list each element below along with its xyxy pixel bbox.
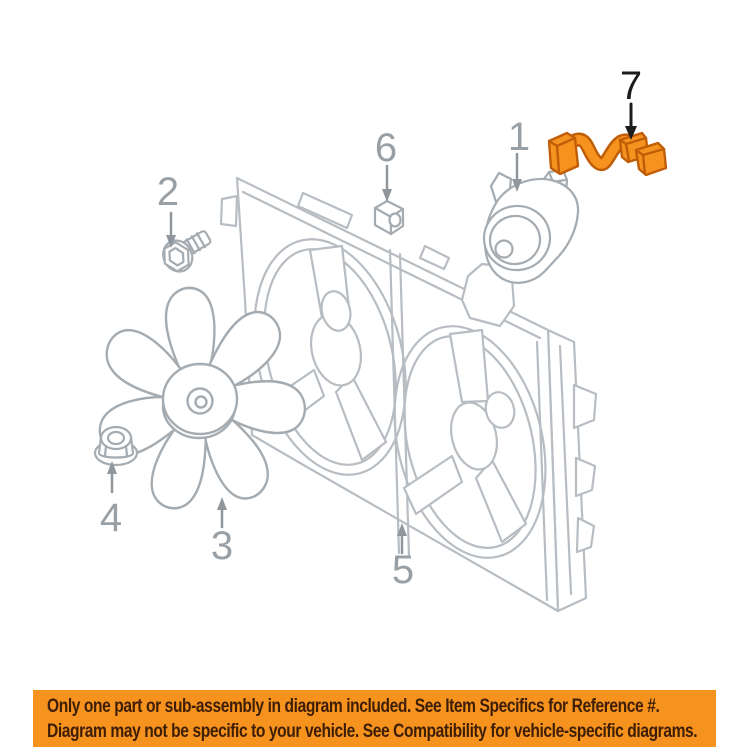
harness-drawing: [549, 133, 666, 175]
part-label-6: 6: [374, 126, 398, 170]
arrow-to-part-3: [217, 497, 227, 527]
arrow-to-part-6: [382, 166, 392, 202]
disclaimer-banner: [33, 690, 716, 747]
part-label-3: 3: [210, 524, 234, 568]
square-nut-drawing: [375, 201, 403, 234]
disclaimer-line-1: Only one part or sub-assembly in diagram included. See Item Specifics for Reference #.: [47, 696, 660, 717]
part-label-1: 1: [507, 115, 531, 159]
motor-drawing: [479, 170, 578, 283]
bolt-drawing: [157, 224, 217, 277]
disclaimer-line-2: Diagram may not be specific to your vehicle. See Compatibility for vehicle-specific diagrams.: [47, 721, 698, 742]
part-label-7: 7: [619, 64, 643, 108]
part-label-2: 2: [156, 170, 180, 214]
part-label-5: 5: [391, 548, 415, 592]
fan-blade-drawing: [93, 285, 307, 515]
part-label-4: 4: [99, 496, 123, 540]
